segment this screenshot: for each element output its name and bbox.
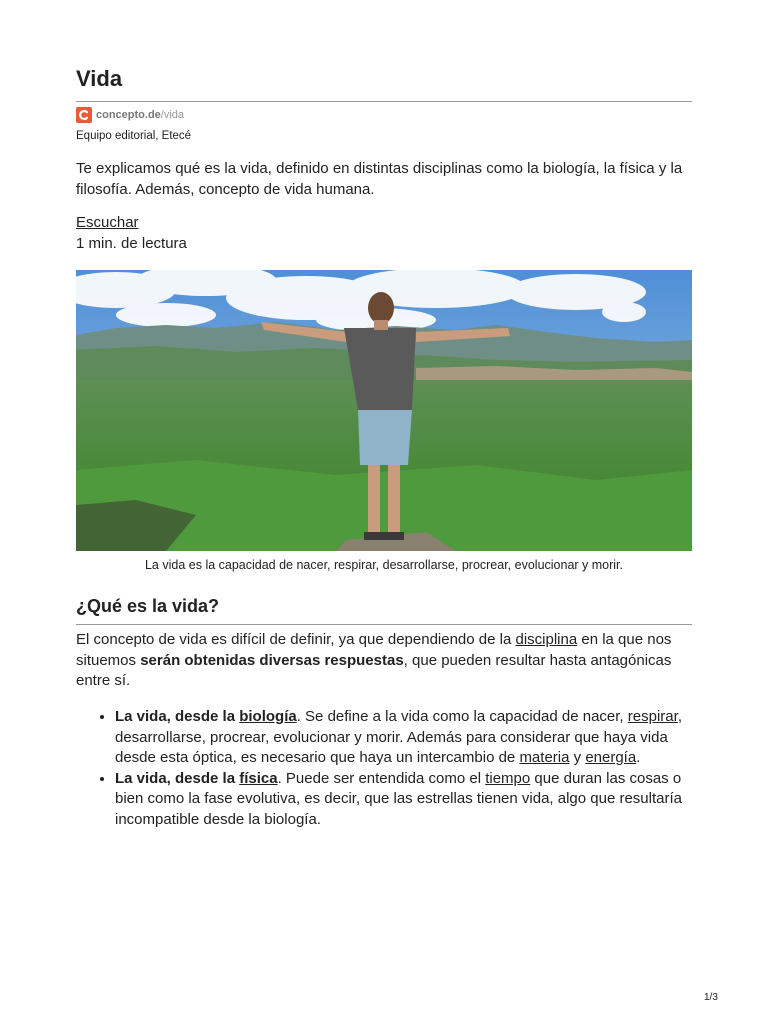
section-divider (76, 624, 692, 625)
link-energia[interactable]: energía (585, 749, 637, 766)
author-credit: Equipo editorial, Etecé (76, 130, 192, 142)
link-biologia[interactable]: biología (239, 708, 297, 725)
hero-photo-illustration (76, 270, 692, 551)
para-text: , que pueden resultar hasta antagónicas entre sí. (76, 651, 672, 689)
bullet-text: , desarrollarse, procrear, evolucionar y morir. Además para considerar que haya vida desde esta óptica, es necesario que haya un intercambio de (115, 708, 682, 766)
bullet-text: y (569, 749, 586, 766)
section-heading: ¿Qué es la vida? (76, 596, 220, 616)
para-text: en la que nos situemos (76, 631, 672, 669)
definitions-list (76, 707, 692, 830)
source-line[interactable] (76, 107, 184, 123)
image-caption: La vida es la capacidad de nacer, respirar, desarrollarse, procrear, evolucionar y morir. (144, 558, 624, 572)
link-fisica[interactable]: física (239, 769, 278, 787)
hero-image (76, 270, 692, 551)
listen-link[interactable]: Escuchar (76, 214, 139, 231)
site-domain[interactable]: concepto.de (96, 109, 161, 121)
para-text: El concepto de vida es difícil de definir, ya que dependiendo de la (76, 631, 516, 648)
bullet-text: que duran las cosas o bien como la fase evolutiva, es decir, que las estrellas tienen vida, algo que resultaría incompatible desde la biología. (115, 769, 682, 828)
intro-paragraph: Te explicamos qué es la vida, definido en distintas disciplinas como la biología, la física y la filosofía. Además, concepto de vida humana. (76, 160, 683, 198)
bullet-text: . (636, 749, 641, 766)
site-logo-icon (76, 107, 92, 123)
list-item (115, 769, 692, 831)
bullet-bold-prefix: La vida, desde la (115, 769, 240, 787)
section-paragraph (76, 630, 692, 692)
list-item (115, 707, 692, 769)
page-title: Vida (76, 66, 123, 91)
para-bold: serán obtenidas diversas respuestas (140, 651, 404, 669)
link-disciplina[interactable]: disciplina (515, 631, 578, 648)
c-letter-icon (78, 109, 90, 121)
title-divider (76, 101, 692, 102)
bullet-text: . Se define a la vida como la capacidad de nacer, (296, 708, 628, 725)
bullet-bold-prefix: La vida, desde la (115, 708, 240, 725)
bullet-text: . Puede ser entendida como el (277, 769, 486, 787)
link-tiempo[interactable]: tiempo (485, 769, 531, 787)
link-materia[interactable]: materia (519, 749, 570, 766)
read-time: 1 min. de lectura (76, 235, 187, 252)
page-number: 1/3 (704, 992, 718, 1003)
link-respirar[interactable]: respirar (627, 708, 678, 725)
site-path[interactable]: /vida (160, 109, 185, 121)
